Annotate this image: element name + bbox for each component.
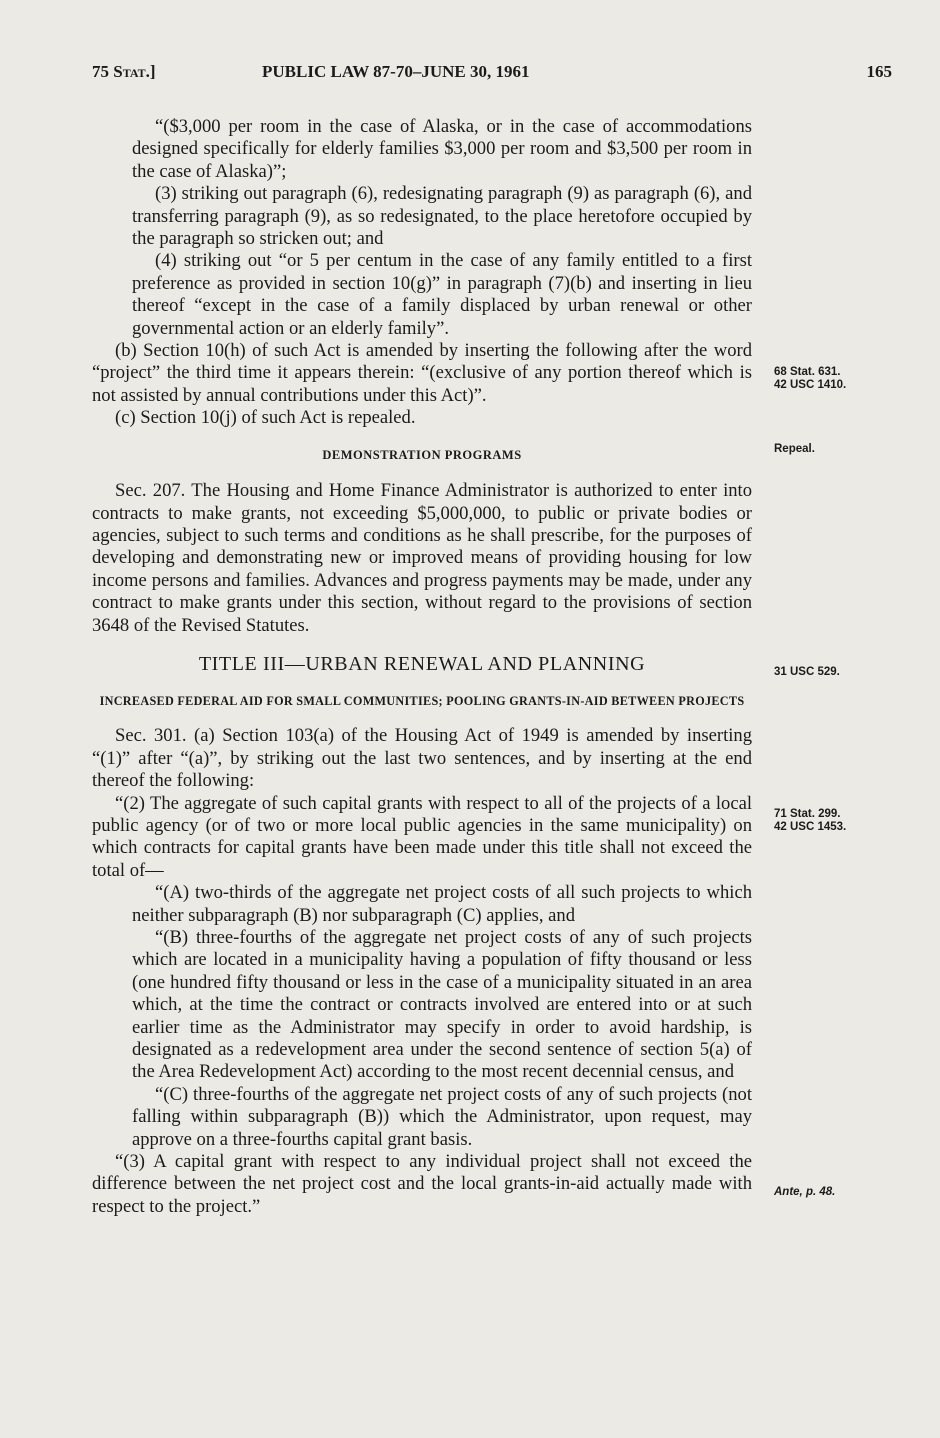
section-heading: DEMONSTRATION PROGRAMS (322, 447, 522, 462)
body-text (92, 116, 752, 1218)
margin-note: Ante, p. 48. (774, 1186, 836, 1198)
margin-note (774, 366, 846, 392)
title-heading: TITLE III—URBAN RENEWAL AND PLANNING (198, 652, 646, 675)
page-number: 165 (866, 62, 892, 81)
paragraph: “(A) two-thirds of the aggregate net project costs of all such projects to which neither subparagraph (B) nor subparagraph (C) applies, and (132, 882, 752, 926)
header-public-law: PUBLIC LAW 87-70–JUNE 30, 1961 (262, 62, 530, 81)
section-heading: INCREASED FEDERAL AID FOR SMALL COMMUNITIES; POOLING GRANTS-IN-AID BETWEEN PROJECTS (99, 694, 745, 709)
margin-note-line: 68 Stat. 631. (774, 366, 841, 378)
paragraph: (c) Section 10(j) of such Act is repealed. (115, 407, 416, 429)
paragraph: Sec. 207. The Housing and Home Finance Administrator is authorized to enter into contracts to make grants, not exceeding $5,000,000, to public or private bodies or agencies, subject to such terms and conditions as he shall prescribe, for the purposes of developing and demonstrating new or improved means of providing housing for low income persons and families. Advances and progress payments may be made, under any contract to make grants under this section, without regard to the provisions of section 3648 of the Revised Statutes. (92, 480, 752, 636)
paragraph: Sec. 301. (a) Section 103(a) of the Housing Act of 1949 is amended by inserting “(1)” after “(a)”, by striking out the last two sentences, and by inserting at the end thereof the following: (92, 725, 752, 792)
margin-note-line: 42 USC 1453. (774, 821, 847, 833)
paragraph: (3) striking out paragraph (6), redesignating paragraph (9) as paragraph (6), and transferring paragraph (9), as so redesignated, to the place heretofore occupied by the paragraph so stricken out; and (132, 183, 752, 250)
paragraph: “(C) three-fourths of the aggregate net project costs of any of such projects (not falling within subparagraph (B)) which the Administrator, upon request, may approve on a three-fourths capital grant basis. (132, 1083, 752, 1150)
running-header (92, 62, 892, 86)
margin-note-line: 71 Stat. 299. (774, 808, 841, 820)
margin-note (774, 808, 846, 834)
paragraph: “($3,000 per room in the case of Alaska, or in the case of accommodations designed specifically for elderly families $3,000 per room and $3,500 per room in the case of Alaska)”; (132, 116, 752, 182)
paragraph: “(2) The aggregate of such capital grants with respect to all of the projects of a local public agency (or of two or more local public agencies in the same municipality) on which contracts for capital grants have been made under this title shall not exceed the total of— (92, 792, 752, 881)
margin-note: Repeal. (774, 443, 815, 455)
paragraph: (b) Section 10(h) of such Act is amended by inserting the following after the word “project” the third time it appears therein: “(exclusive of any portion thereof which is not assisted by annual contributions under this Act)”. (92, 340, 752, 406)
margin-note-line: 42 USC 1410. (774, 379, 847, 391)
paragraph: “(3) A capital grant with respect to any individual project shall not exceed the difference between the net project cost and the local grants-in-aid actually made with respect to the project.” (92, 1151, 752, 1217)
header-stat-volume: 75 Stat.] (92, 62, 156, 81)
paragraph: “(B) three-fourths of the aggregate net project costs of any of such projects which are located in a municipality having a population of fifty thousand or less (one hundred fifty thousand or less in the case of a municipality situated in an area which, at the time the contract or contracts involved are entered into or at such earlier time as the Administrator may specify in order to avoid hardship, is designated as a redevelopment area under the second sentence of section 5(a) of the Area Redevelopment Act) according to the most recent decennial census, and (132, 927, 752, 1083)
margin-note: 31 USC 529. (774, 666, 840, 678)
paragraph: (4) striking out “or 5 per centum in the case of any family entitled to a first preference as provided in section 10(g)” in paragraph (7)(b) and inserting in lieu thereof “except in the case of a family displaced by urban renewal or other governmental action or an elderly family”. (132, 250, 752, 339)
